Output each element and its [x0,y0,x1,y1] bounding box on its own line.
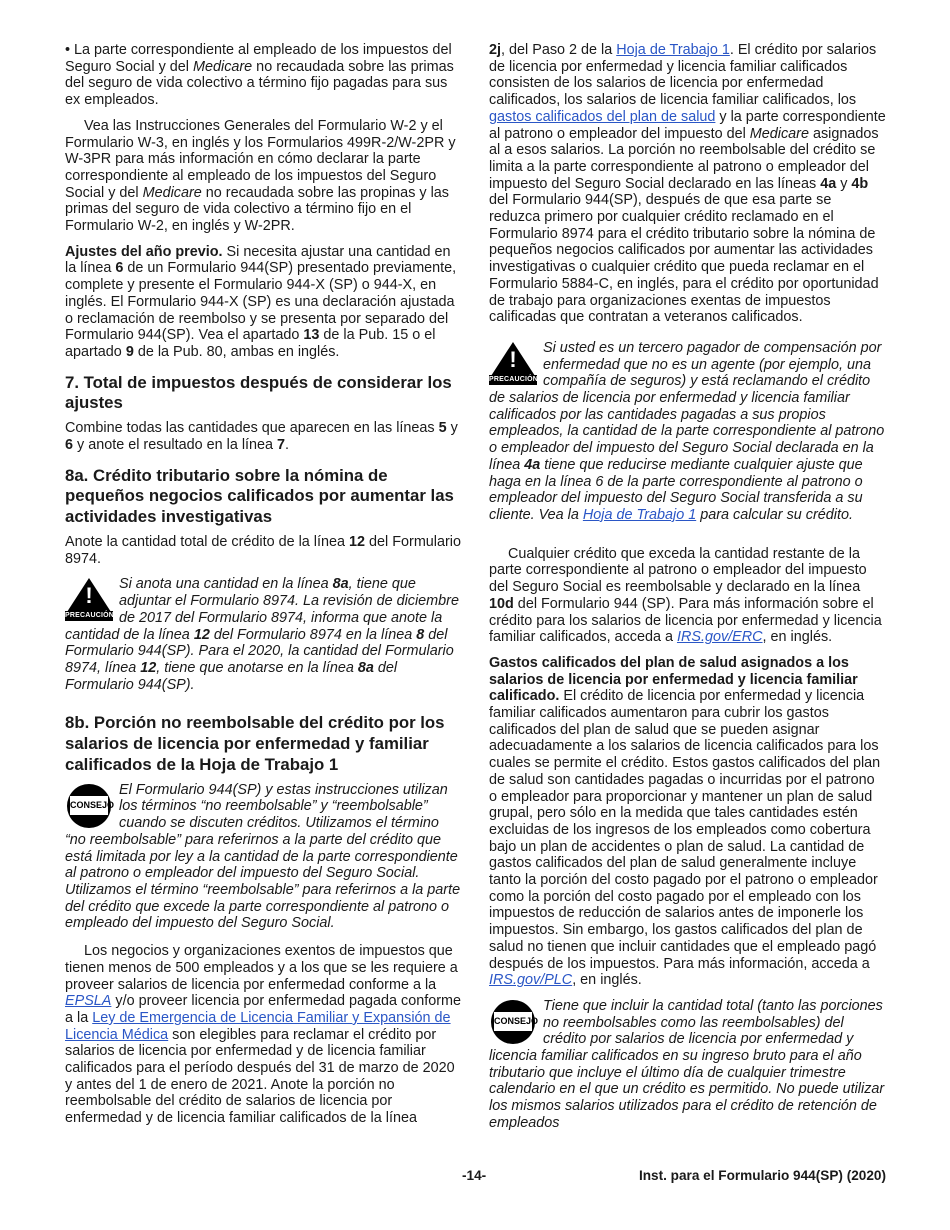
hoja-trabajo-link[interactable]: Hoja de Trabajo 1 [616,42,730,58]
heading-7: 7. Total de impuestos después de considerar los ajustes [65,372,452,413]
negocios-paragraph: Los negocios y organizaciones exentos de impuestos que tienen menos de 500 empleados y a los que se les requiere a proveer salarios de licencia por enfermedad conforme a la EPSLA y/o proveer licencia por enfermedad pagada conforme a la Ley de Emergencia de Licencia Familiar y Expansión de Licencia Médica son elegibles para reclamar el crédito por salarios de licencia por enfermedad y de licencia familiar calificados para el período después del 31 de marzo de 2020 y antes del 1 de enero de 2021. Anote la porción no reembolsable del crédito de salarios de licencia por enfermedad y de licencia familiar calificados de la línea [65,943,461,1127]
credit-paragraph: 2j, del Paso 2 de la Hoja de Trabajo 1. El crédito por salarios de licencia por enfermedad y licencia familiar calificados consisten de los salarios de licencia por enfermedad calificados, los salarios de licencia familiar calificados, los gastos calificados del plan de salud y la parte correspondiente al patrono o empleador del impuesto del Medicare asignados al a esos salarios. La porción no reembolsable del crédito se limita a la parte correspondiente al patrono o empleador del impuesto del Seguro Social declarado en las líneas 4a y 4b del Formulario 944(SP), después de que esa parte se reduzca primero por cualquier crédito reclamado en el Formulario 8974 para el crédito tributario sobre la nómina de pequeños negocios calificados por aumentar las actividades investigativas o cualquier crédito que pueda reclamar en el Formulario 5884-C, en inglés, para el crédito por oportunidad de trabajo para organizaciones exentas de impuestos calificadas que contratan a veteranos calificados. [489,42,886,326]
irs-erc-link[interactable]: IRS.gov/ERC [676,629,763,646]
caution-icon: ! PRECAUCIÓN [65,578,113,622]
tip-icon: CONSEJO [65,784,113,828]
refundable-paragraph: Cualquier crédito que exceda la cantidad restante de la parte correspondiente al patrono o empleador del impuesto del Seguro Social es reembolsable y declarado en la línea 10d del Formulario 944 (SP). Para más información sobre el crédito para los salarios de licencia por enfermedad y licencia familiar calificados, acceda a IRS.gov/ERC, en inglés. [489,545,882,646]
form-reference: Inst. para el Formulario 944(SP) (2020) [638,1168,886,1183]
vea-paragraph: Vea las Instrucciones Generales del Formulario W-2 y el Formulario W-3, en inglés y los Formularios 499R-2/W-2PR y W-3PR para más información en cómo declarar la parte correspondiente al empleado de los impuestos del Seguro Social y del Medicare no recaudada sobre las propinas y las primas del seguro de vida colectivo a término fijo en el Formulario W-2, en inglés y W-2PR. [65,117,456,235]
section-8a-paragraph: Anote la cantidad total de crédito de la línea 12 del Formulario 8974. [65,534,462,567]
tip-note-income: CONSEJO Tiene que incluir la cantidad total (tanto las porciones no reembolsables como las reembolsables) del crédito por salarios de licencia por enfermedad y licencia familiar calificados en su ingreso bruto para el año tributario que incluye el último día de cualquier trimestre calendario en el que un crédito es permitido. No puede utilizar los mismos salarios utilizados para el crédito de retención de empleados [489,997,885,1131]
epsla-link[interactable]: EPSLA [65,993,112,1010]
section-7-paragraph: Combine todas las cantidades que aparecen en las líneas 5 y 6 y anote el resultado en la línea 7. [65,420,458,453]
gastos-plan-salud-link[interactable]: gastos calificados del plan de salud [489,108,716,125]
ley-emergencia-link[interactable]: Ley de Emergencia de Licencia Familiar y Expansión de Licencia Médica [65,1009,451,1043]
caution-note-third-party: ! PRECAUCIÓN Si usted es un tercero pagador de compensación por enfermedad que no es un agente (por ejemplo, una compañía de seguros) y está reclamando el crédito de salarios de licencia por enfermedad y licencia familiar calificados por las cantidades pagadas a sus propios empleados, la cantidad de la parte correspondiente al patrono o empleador del impuesto del Seguro Social declarada en la línea 4a tiene que reducirse mediante cualquier ajuste que haga en la línea 6 de la parte correspondiente al patrono o empleador del impuesto del Seguro Social transferida a su cliente. Vea la Hoja de Trabajo 1 para calcular su crédito. [489,339,885,523]
page-footer [65,1168,886,1186]
caution-icon: ! PRECAUCIÓN [489,342,537,386]
page-number: -14- [462,1168,487,1183]
caution-note-8a: ! PRECAUCIÓN Si anota una cantidad en la línea 8a, tiene que adjuntar el Formulario 8974. La revisión de diciembre de 2017 del Formulario 8974, informa que anote la cantidad de la línea 12 del Formulario 8974 en la línea 8 del Formulario 944(SP). Para el 2020, la cantidad del Formulario 8974, línea 12, tiene que anotarse en la línea 8a del Formulario 944(SP). [65,576,459,693]
left-column [65,42,462,1136]
hoja-trabajo-link-2[interactable]: Hoja de Trabajo 1 [582,506,697,523]
tip-note-8b: CONSEJO El Formulario 944(SP) y estas instrucciones utilizan los términos “no reembolsable” y “reembolsable” cuando se discuten créditos. Utilizamos el término “no reembolsable” para referirnos a la parte del crédito que está limitada por ley a la cantidad de la parte correspondiente al patrono o empleador del impuesto del Seguro Social. Utilizamos el término “reembolsable” para referirnos a la parte del crédito que excede la parte correspondiente al patrono o empleado del impuesto del Seguro Social. [65,781,461,932]
bullet-paragraph: • La parte correspondiente al empleado de los impuestos del Seguro Social y del Medicare no recaudada sobre las primas del seguro de vida colectivo a término fijo pagadas para sus ex empleados. [65,42,454,109]
heading-8a: 8a. Crédito tributario sobre la nómina de pequeños negocios calificados por aumentar las actividades investigativas [65,465,454,527]
heading-8b: 8b. Porción no reembolsable del crédito por los salarios de licencia por enfermedad y familiar calificados de la Hoja de Trabajo 1 [65,713,445,774]
ajustes-paragraph: Ajustes del año previo. Si necesita ajustar una cantidad en la línea 6 de un Formulario 944(SP) presentado previamente, complete y presente el Formulario 944-X (SP) o 944-X, en inglés. El Formulario 944-X (SP) es una declaración ajustada o reclamación de reembolso y se presenta por separado del Formulario 944(SP). Vea el apartado 13 de la Pub. 15 o el apartado 9 de la Pub. 80, ambas en inglés. [65,243,457,360]
gastos-paragraph: Gastos calificados del plan de salud asignados a los salarios de licencia por enfermedad y licencia familiar calificado. El crédito de licencia por enfermedad y licencia familiar calificados aumentaron para cubrir los gastos calificados del plan de salud que se pueden asignar adecuadamente a los salarios de licencia calificados para los cuales se permite el crédito. Estos gastos calificados del plan de salud son cantidades pagadas o incurridas por el patrono o empleador para proporcionar y mantener un plan de salud grupal, pero sólo en la medida que tales cantidades estén excluidas de los ingresos de los empleados como cobertura bajo un plan de accidentes o plan de salud. La cantidad de gastos calificados del plan de salud generalmente incluye tanto la porción del costo pagado por el patrono o empleador como la porción del costo pagado por el empleado con los impuestos de reducción de salarios antes de imponerle los impuestos. Sin embargo, los gastos calificados del plan de salud no tienen que incluir cantidades que el empleado pagó después de los impuestos. Para más información, acceda a IRS.gov/PLC, en inglés. [489,654,881,989]
tip-icon: CONSEJO [489,1000,537,1044]
bullet-icon: • [65,42,71,58]
right-column [489,42,886,1143]
irs-plc-link[interactable]: IRS.gov/PLC [489,972,573,989]
